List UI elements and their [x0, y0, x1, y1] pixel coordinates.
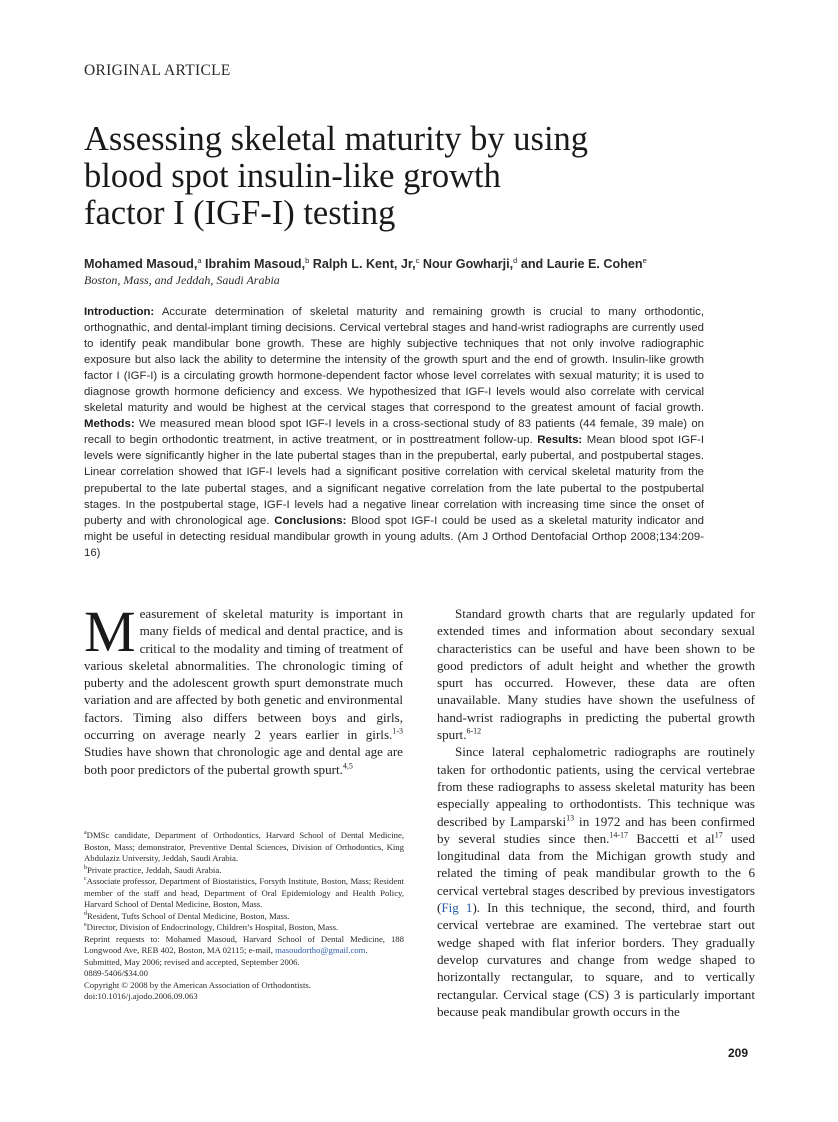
abstract-methods: We measured mean blood spot IGF-I levels in a cross-sectional study of 83 patients (44 female, 39 male) on recall to begin orthodontic treatment, in active treatment, or in posttreatment follow-up. [84, 418, 705, 447]
article-title [84, 121, 724, 232]
section-label: ORIGINAL ARTICLE [84, 62, 231, 79]
title-line: Assessing skeletal maturity by using [84, 120, 589, 158]
citation-ref: 13 [566, 813, 575, 823]
title-line: factor I (IGF-I) testing [84, 194, 396, 232]
author: Ibrahim Masoud,$^b$ [205, 256, 310, 272]
abstract-conclusions: Blood spot IGF-I could be used as a skeletal maturity indicator and might be useful in detecting residual mandibular growth in young adults. (Am J Orthod Dentofacial Orthop 2008;134:209-16) [84, 514, 705, 559]
abstract-results-label: Results: [537, 434, 583, 447]
copyright: Copyright © 2008 by the American Association of Orthodontists. [84, 979, 311, 990]
abstract-results: Mean blood spot IGF-I levels were significantly higher in the late pubertal stages than in the prepubertal, early pubertal, and postpubertal stages. Linear correlation showed that IGF-I levels had a significant positive correlation with cervical skeletal maturity from the prepubertal to the late pubertal stages, and a significant negative correlation from the late pubertal to the postpubertal stages. In the postpubertal stage, IGF-I levels had a negative linear correlation with increasing time since the onset of puberty and with chronological age. [84, 434, 704, 527]
affiliation: Boston, Mass, and Jeddah, Saudi Arabia [84, 273, 280, 287]
citation-ref: 4,5 [342, 761, 353, 771]
author-list [84, 256, 764, 271]
issn: 0889-5406/$34.00 [84, 968, 148, 978]
body-paragraph: Standard growth charts that are regularly updated for extended times and information about secondary sexual characteristics can be useful and have been shown to be good predictors of adult height and whether the growth spurt has occurred. However, these data are often unavailable. Many studies have shown the usefulness of hand-wrist radiographs in predicting the pubertal growth spurt.$^{6-12}$ [437, 606, 755, 743]
reprint-requests: Reprint requests to: Mohamed Masoud, Harvard School of Dental Medicine, 188 Longwood Ave, REB 402, Boston, MA 02115; e-mail, masoudortho@gmail.com. [84, 933, 404, 955]
left-column-body [84, 599, 403, 778]
footnote: $^e$Director, Division of Endocrinology, Children’s Hospital, Boston, Mass. [84, 922, 339, 932]
abstract-conclusions-label: Conclusions: [274, 514, 347, 527]
author: Nour Gowharji,$^d$ [422, 256, 518, 272]
citation-ref: 14-17 [609, 830, 629, 840]
doi: doi:10.1016/j.ajodo.2006.09.063 [84, 991, 198, 1001]
abstract-introduction: Accurate determination of skeletal maturity and remaining growth is crucial to many orthodontic, orthognathic, and dental-implant timing decisions. Cervical vertebral stages and hand-wrist radiographs are currently used to identify peak mandibular bone growth. These are highly subjective techniques that not only involve radiographic exposure but also lack the ability to determine the intensity of the growth spurt and the end of growth. Insulin-like growth factor I (IGF-I) is a circulating growth hormone-dependent factor whose level correlates with sexual maturity; it is used to diagnose growth hormone deficiency and excess. We hypothesized that IGF-I levels would also correlate with cervical skeletal maturity and would be highest at the cervical stages that correspond to the greatest amount of facial growth. [84, 306, 704, 415]
author: and Laurie E. Cohen$^e$ [520, 256, 647, 272]
author: Mohamed Masoud,$^a$ [84, 256, 202, 272]
footnote: $^b$Private practice, Jeddah, Saudi Arabia. [84, 864, 222, 875]
footnote: $^c$Associate professor, Department of Biostatistics, Forsyth Institute, Boston, Mass; Resident member of the staff and head, Department of Oral Epidemiology and Health Policy, Harvard School of Dental Medicine, Boston, Mass. [84, 876, 404, 909]
page-number: 209 [728, 1046, 749, 1060]
abstract-introduction-label: Introduction: [84, 306, 155, 318]
figure-link[interactable]: Fig 1 [441, 900, 473, 916]
title-line: blood spot insulin-like growth [84, 157, 501, 195]
body-paragraph: Measurement of skeletal maturity is important in many fields of medical and dental practice, and is critical to the modality and timing of treatment of various skeletal abnormalities. The chronologic timing of puberty and the adolescent growth spurt demonstrate much variation and are affected by both genetic and environmental factors. Timing also differs between boys and girls, occurring on average nearly 2 years earlier in girls.$^{1-3}$ Studies have shown that chronologic age and dental age are both poor predictors of the pubertal growth spurt.$^{4,5}$ [84, 599, 403, 777]
footnote: $^a$DMSc candidate, Department of Orthodontics, Harvard School of Dental Medicine, Boston, Mass; demonstrator, Preventive Dental Sciences, Division of Orthodontics, King Abdulaziz University, Jeddah, Saudi Arabia. [84, 830, 404, 863]
citation-ref: 1-3 [392, 726, 403, 736]
footnote: $^d$Resident, Tufts School of Dental Medicine, Boston, Mass. [84, 910, 290, 921]
citation-ref: 17 [714, 830, 723, 840]
right-column-body [437, 605, 755, 1020]
abstract-methods-label: Methods: [84, 418, 135, 431]
author: Ralph L. Kent, Jr,$^c$ [312, 256, 420, 272]
submission-dates: Submitted, May 2006; revised and accepted, September 2006. [84, 956, 300, 967]
body-paragraph: Since lateral cephalometric radiographs are routinely taken for orthodontic patients, using the cervical vertebrae from these radiographs to assess skeletal maturity has been especially appealing to orthodontists. This technique was described by Lamparski$^{13}$ in 1972 and has been confirmed by several studies since then.$^{14-17}$ Baccetti et al$^{17}$ used longitudinal data from the Michigan growth study and related the timing of peak mandibular growth to the 6 cervical vertebral stages described by previous investigators (Fig 1). In this technique, the second, third, and fourth cervical vertebrae are examined. The vertebrae start out wedge shaped with flat inferior borders. They gradually develop curvatures and change from wedge shaped to horizontally rectangular, to square, and to vertically rectangular. Cervical stage (CS) 3 is particularly important because peak mandibular growth occurs in the [437, 744, 755, 1019]
citation-ref: 6-12 [466, 726, 482, 736]
drop-cap: M [84, 599, 136, 664]
email-link[interactable]: masoudortho@gmail.com [275, 945, 366, 955]
abstract [84, 304, 704, 561]
footnotes [84, 830, 404, 1003]
